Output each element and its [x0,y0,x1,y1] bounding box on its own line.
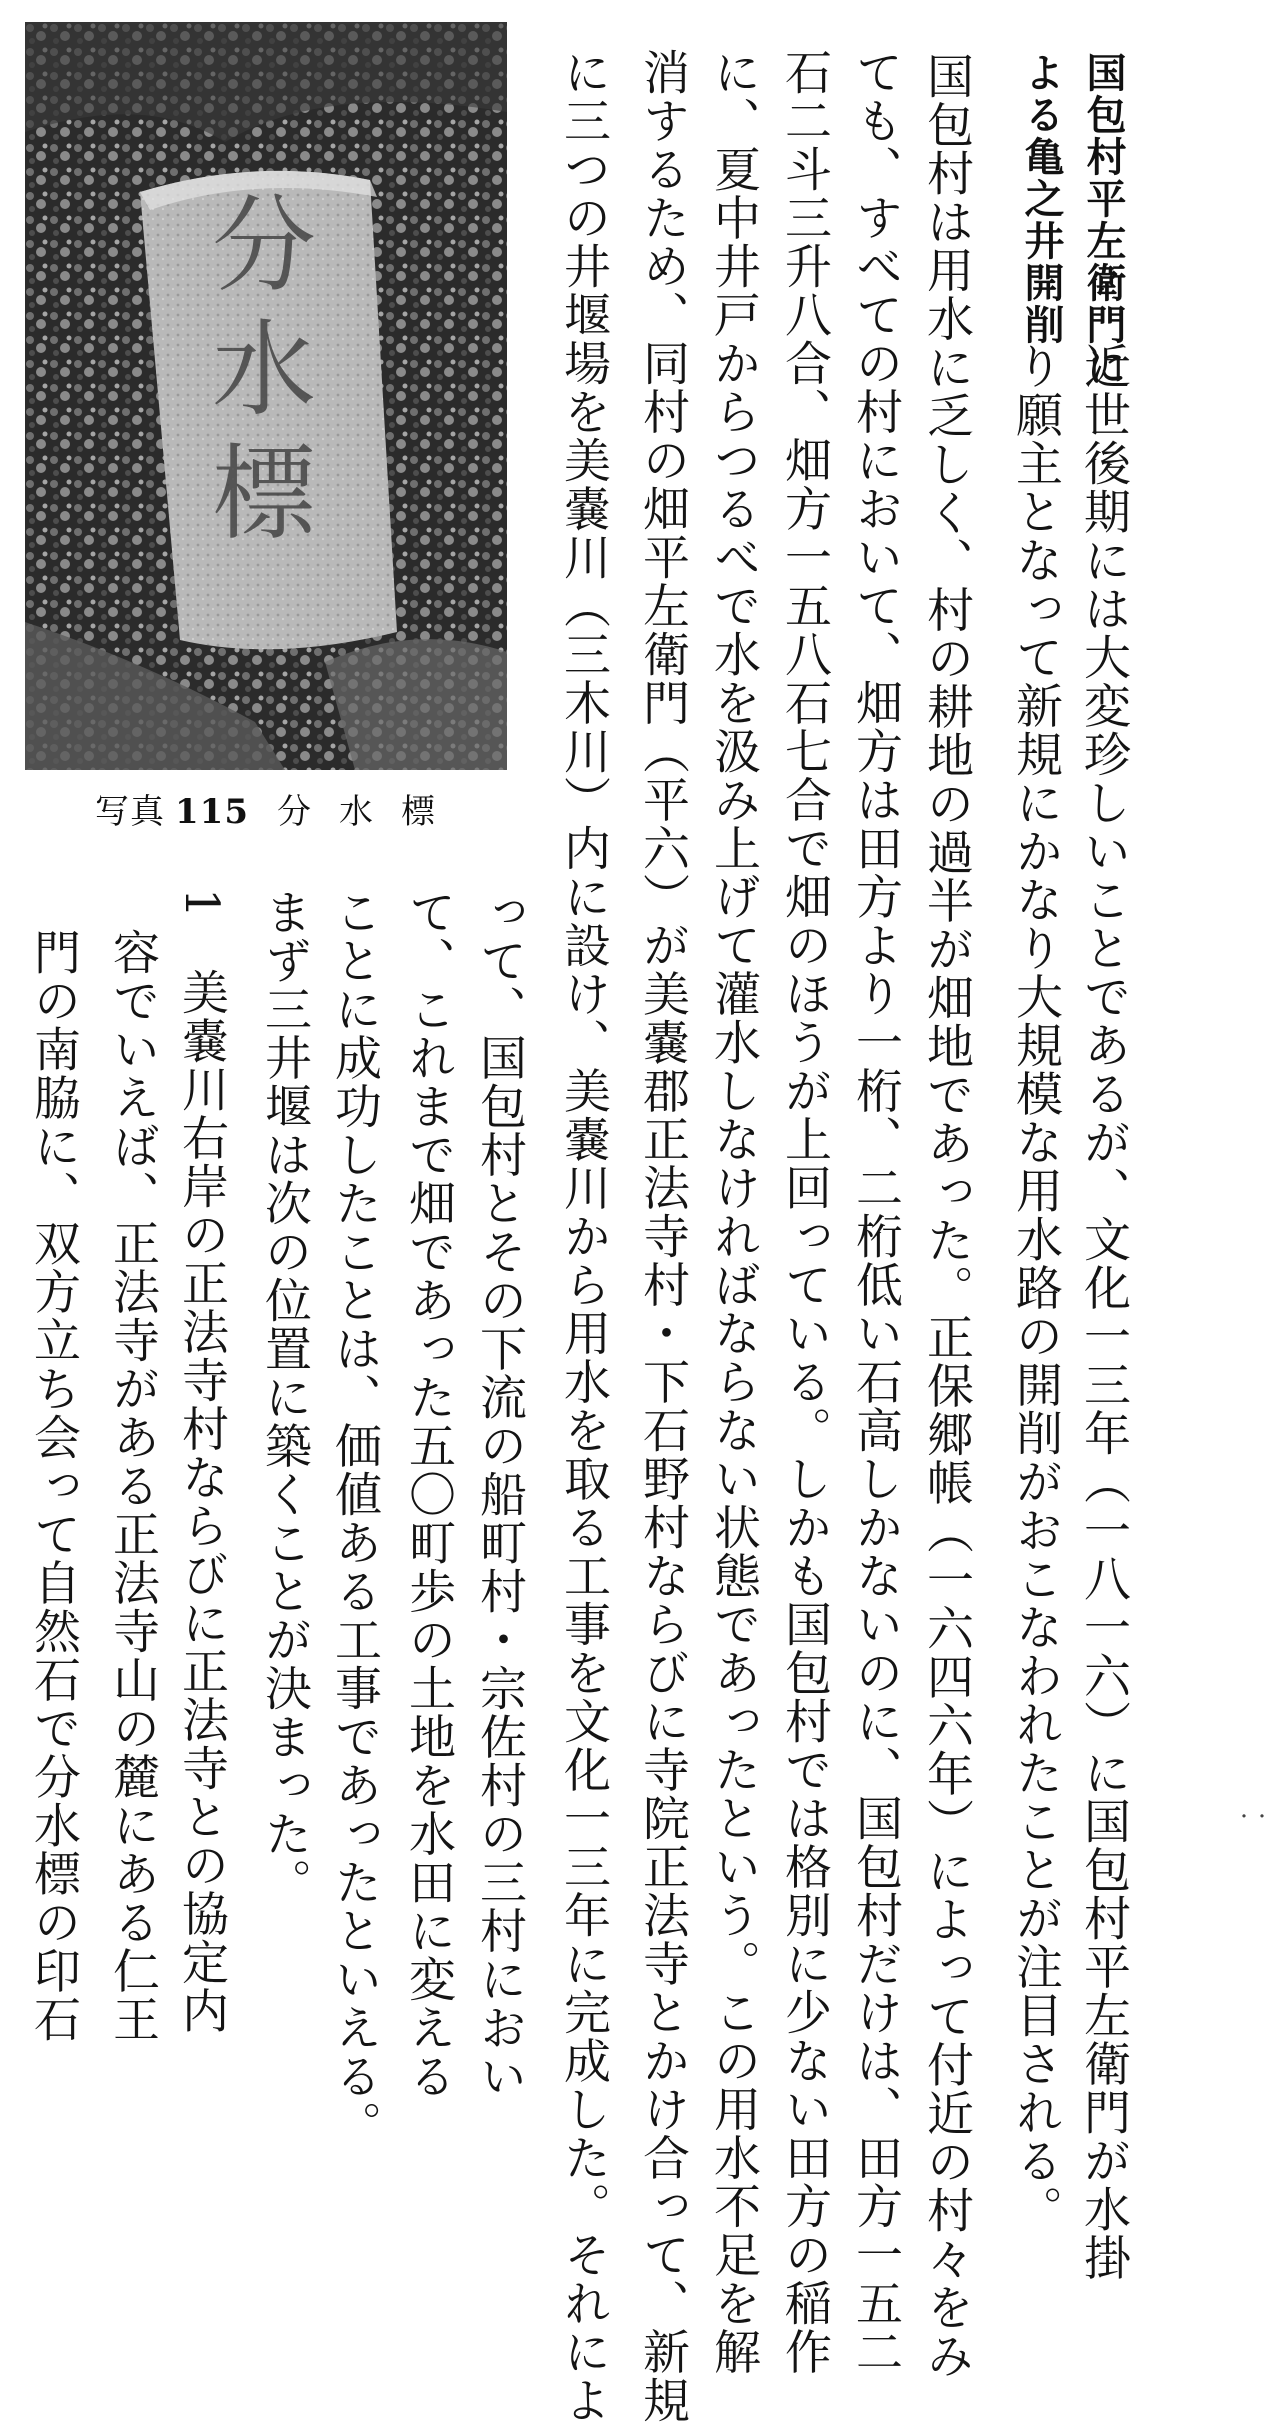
body-column: 容でいえば、正法寺がある正法寺山の麓にある仁王 [105,928,160,2044]
body-column: ても、すべての村において、畑方は田方より一桁、二桁低い石高しかないのに、国包村だけは、田方一五二 [848,48,903,2376]
caption-title: 分水標 [276,792,463,832]
edge-marks: ・・ [1235,1807,1271,1828]
body-column: り願主となって新規にかなり大規模な用水路の開削がおこなわれたことが注目される。 [1008,342,1063,2234]
section-heading-line-1: 国包村平左衛門に [1080,52,1126,388]
body-column: に三つの井堰場を美嚢川（三木川）内に設け、美嚢川から用水を取る工事を文化一三年に完成した。それによ [556,48,611,2425]
body-column: 国包村は用水に乏しく、村の耕地の過半が畑地であった。正保郷帳（一六四六年）によって付近の村々をみ [919,52,974,2380]
body-column: ことに成功したことは、価値ある工事であったといえる。 [327,888,382,2149]
body-column: て、これまで畑であった五〇町歩の土地を水田に変える [401,888,456,2101]
body-column: 近世後期には大変珍しいことであるが、文化一三年（一八一六）に国包村平左衛門が水掛 [1076,342,1131,2282]
body-column: まず三井堰は次の位置に築くことが決まった。 [257,888,312,1907]
caption-prefix: 写真 [95,792,165,832]
body-column: 石二斗三升八合、畑方一五八石七合で畑のほうが上回っている。しかも国包村では格別に少ない田方の稲作 [777,48,832,2376]
stone-inscription: 分水標 [194,190,316,562]
body-column: 1 美嚢川右岸の正法寺村ならびに正法寺との協定内 [174,888,229,2035]
section-heading-line-2: よる亀之井開削 [1018,52,1064,346]
caption-number: 115 [175,792,249,832]
photo-boundary-stone [25,22,507,770]
body-column: 消するため、同村の畑平左衛門（平六）が美嚢郡正法寺村・下石野村ならびに寺院正法寺とかけ合って、新規 [635,48,690,2425]
body-column: って、国包村とその下流の船町村・宗佐村の三村におい [472,888,527,2101]
body-column: 門の南脇に、双方立ち会って自然石で分水標の印石 [26,928,81,2044]
body-column: に、夏中井戸からつるべで水を汲み上げて灌水しなければならない状態であったという。この用水不足を解 [706,48,761,2376]
photo-caption [95,784,463,833]
